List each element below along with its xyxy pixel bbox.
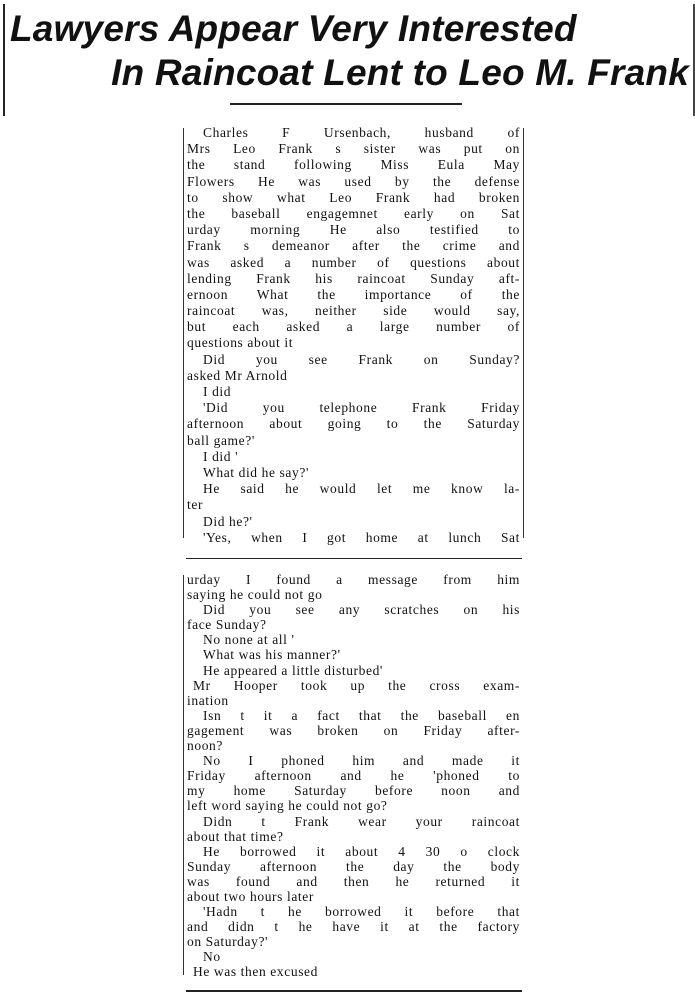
text-line: Didn t Frank wear your raincoat	[203, 813, 520, 829]
text-line: 'Hadn t he borrowed it before that	[203, 904, 520, 920]
text-line: I did '	[203, 448, 239, 464]
article-column-2	[187, 572, 520, 980]
text-line: urday morning He also testified to	[187, 222, 520, 238]
text-line: on Saturday?'	[187, 934, 269, 950]
text-line: Did you see any scratches on his	[203, 602, 520, 618]
text-line: noon?	[187, 738, 223, 754]
text-line: questions about it	[187, 335, 294, 351]
text-line: 'Yes, when I got home at lunch Sat	[203, 529, 520, 545]
text-line: No I phoned him and made it	[203, 753, 520, 769]
text-line: was asked a number of questions about	[187, 254, 520, 270]
bottom-rule	[186, 990, 522, 992]
text-line: about two hours later	[187, 888, 314, 904]
text-line: afternoon about going to the Saturday	[187, 416, 520, 432]
text-line: He borrowed it about 4 30 o clock	[203, 843, 520, 859]
text-line: ernoon What the importance of the	[187, 286, 520, 302]
text-line: left word saying he could not go?	[187, 798, 388, 814]
text-line: the baseball engagemnet early on Sat	[187, 205, 520, 221]
text-line: Isn t it a fact that the baseball en	[203, 707, 520, 723]
text-line: raincoat was, neither side would say,	[187, 303, 520, 319]
text-line: I did	[203, 384, 232, 399]
text-line: He said he would let me know la-	[203, 481, 520, 497]
text-line: ter	[187, 497, 204, 513]
text-line: ination	[187, 692, 229, 708]
text-line: Mr Hooper took up the cross exam-	[193, 677, 520, 693]
article-column-1	[187, 125, 520, 546]
headline-line-2: In Raincoat Lent to Leo M. Frank	[111, 52, 689, 93]
text-line: lending Frank his raincoat Sunday aft-	[187, 270, 520, 286]
text-line: the stand following Miss Eula May	[187, 157, 520, 173]
text-line: ball game?'	[187, 432, 255, 448]
text-line: Flowers He was used by the defense	[187, 173, 520, 189]
text-line: He was then excused	[193, 964, 318, 980]
text-line: What did he say?'	[203, 464, 309, 480]
column-1-right-border	[523, 128, 524, 538]
text-line: No none at all '	[203, 632, 295, 648]
text-line: No	[203, 949, 221, 965]
text-line: asked Mr Arnold	[187, 367, 288, 383]
text-line: urday I found a message from him	[187, 572, 520, 587]
text-line: Charles F Ursenbach, husband of	[203, 125, 520, 140]
column-2-left-border	[183, 575, 184, 975]
text-line: about that time?	[187, 828, 284, 844]
text-line: and didn t he have it at the factory	[187, 919, 520, 935]
text-line: What was his manner?'	[203, 647, 341, 663]
text-line: Did you see Frank on Sunday?	[203, 351, 520, 367]
text-line: saying he could not go	[187, 587, 323, 603]
column-1-left-border	[183, 128, 184, 538]
text-line: Frank s demeanor after the crime and	[187, 238, 520, 254]
text-line: He appeared a little disturbed'	[203, 662, 383, 678]
text-line: my home Saturday before noon and	[187, 783, 520, 799]
text-line: was found and then he returned it	[187, 873, 520, 889]
text-line: face Sunday?	[187, 617, 267, 633]
text-line: 'Did you telephone Frank Friday	[203, 400, 520, 416]
text-line: Did he?'	[203, 513, 253, 529]
column-divider	[186, 558, 522, 559]
text-line: Friday afternoon and he 'phoned to	[187, 768, 520, 784]
headline-divider	[230, 103, 462, 105]
text-line: Mrs Leo Frank s sister was put on	[187, 141, 520, 157]
text-line: but each asked a large number of	[187, 319, 520, 335]
headline-line-1: Lawyers Appear Very Interested	[10, 8, 577, 49]
text-line: gagement was broken on Friday after-	[187, 722, 520, 738]
text-line: to show what Leo Frank had broken	[187, 189, 520, 205]
text-line: Sunday afternoon the day the body	[187, 858, 520, 874]
